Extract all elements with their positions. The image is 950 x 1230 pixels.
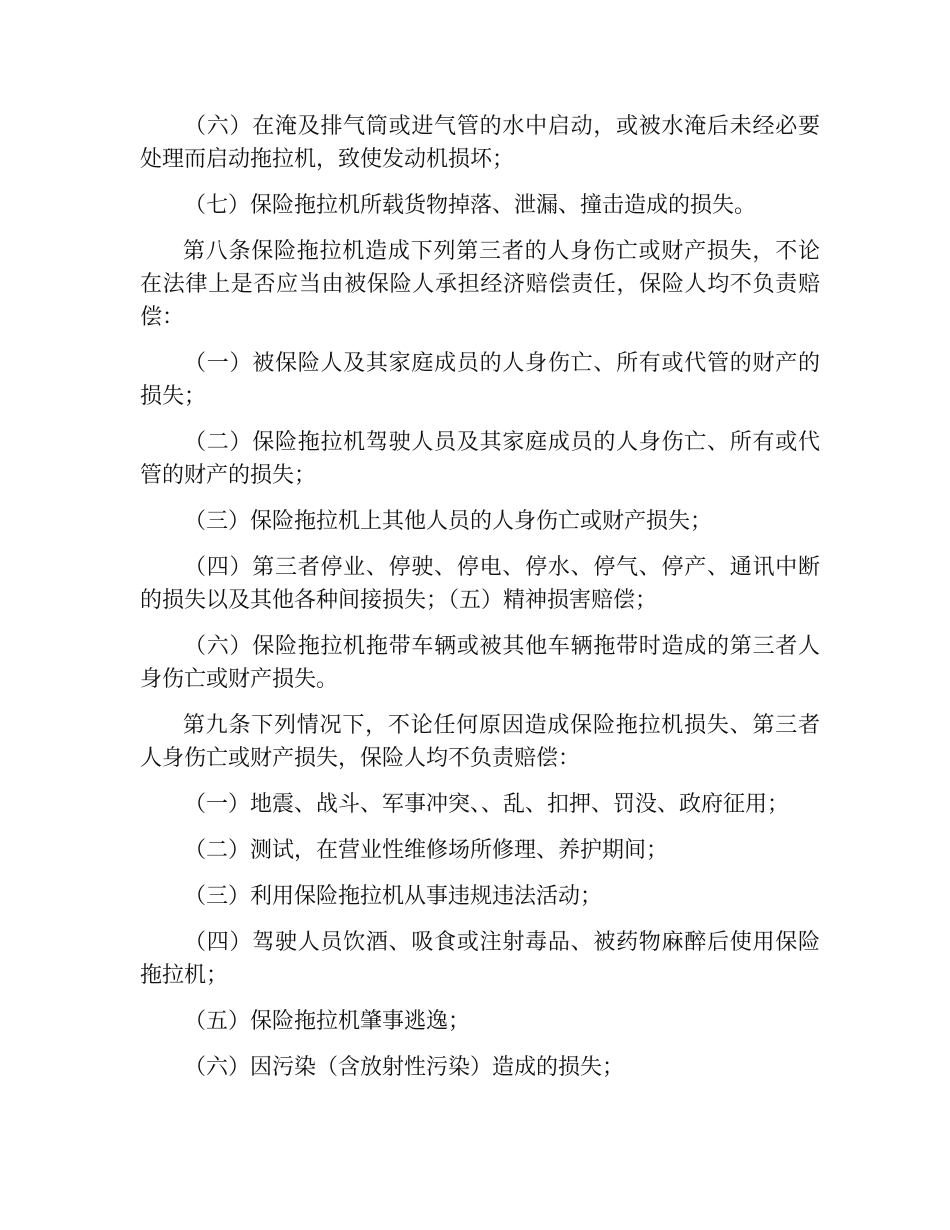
article-9-item-4: （四）驾驶人员饮酒、吸食或注射毒品、被药物麻醉后使用保险拖拉机；	[140, 930, 820, 988]
article-8-item-2: （二）保险拖拉机驾驶人员及其家庭成员的人身伤亡、所有或代管的财产的损失；	[140, 430, 820, 488]
article-8-item-6: （六）保险拖拉机拖带车辆或被其他车辆拖带时造成的第三者人身伤亡或财产损失。	[140, 634, 820, 692]
article-9-item-2: （二）测试，在营业性维修场所修理、养护期间；	[184, 838, 669, 863]
document-body	[140, 110, 820, 1097]
article-9-item-3: （三）利用保险拖拉机从事违规违法活动；	[184, 884, 603, 909]
clause-6-flooding: （六）在淹及排气筒或进气管的水中启动，或被水淹后未经必要处理而启动拖拉机，致使发动机损坏；	[140, 114, 820, 172]
article-9-item-1: （一）地震、战斗、军事冲突、、乱、扣押、罚没、政府征用；	[184, 792, 790, 817]
article-8-item-3: （三）保险拖拉机上其他人员的人身伤亡或财产损失；	[184, 509, 713, 534]
article-8-heading: 第八条保险拖拉机造成下列第三者的人身伤亡或财产损失，不论在法律上是否应当由被保险人承担经济赔偿责任，保险人均不负责赔偿：	[140, 239, 820, 330]
article-9-heading: 第九条下列情况下，不论任何原因造成保险拖拉机损失、第三者人身伤亡或财产损失，保险人均不负责赔偿：	[140, 713, 820, 771]
article-9-item-6: （六）因污染（含放射性污染）造成的损失；	[184, 1055, 625, 1080]
clause-7-cargo: （七）保险拖拉机所载货物掉落、泄漏、撞击造成的损失。	[184, 193, 757, 218]
article-8-item-4-5: （四）第三者停业、停驶、停电、停水、停气、停产、通讯中断的损失以及其他各种间接损失；（五）精神损害赔偿；	[140, 555, 820, 613]
article-9-item-5: （五）保险拖拉机肇事逃逸；	[184, 1009, 471, 1034]
article-8-item-1: （一）被保险人及其家庭成员的人身伤亡、所有或代管的财产的损失；	[140, 351, 820, 409]
